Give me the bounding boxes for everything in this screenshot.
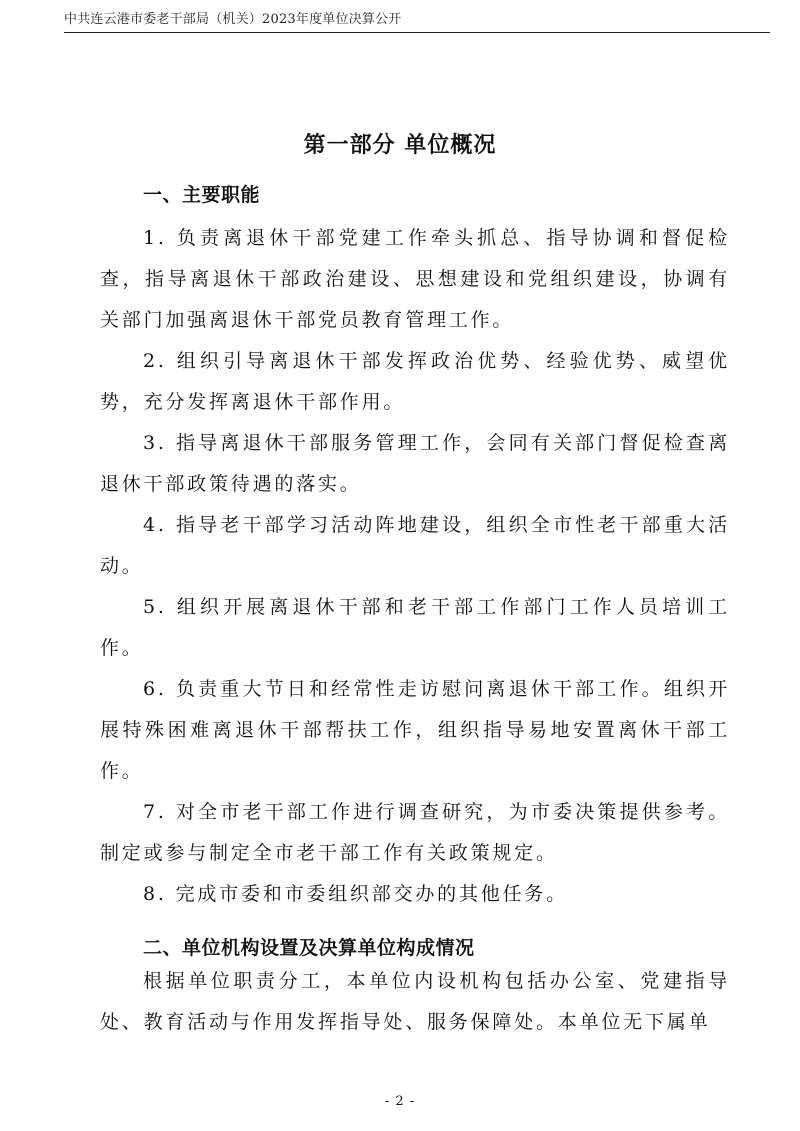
paragraph: 根据单位职责分工，本单位内设机构包括办公室、党建指导处、教育活动与作用发挥指导处、服务保障处。本单位无下属单 xyxy=(100,970,730,1033)
page-title: 第一部分 单位概况 xyxy=(303,133,497,158)
paragraph: 8. 完成市委和市委组织部交办的其他任务。 xyxy=(143,883,568,905)
section-heading: 二、单位机构设置及决算单位构成情况 xyxy=(143,937,475,959)
header-rule xyxy=(64,32,770,33)
paragraph: 7. 对全市老干部工作进行调查研究，为市委决策提供参考。制定或参与制定全市老干部工作有关政策规定。 xyxy=(100,801,730,864)
paragraph: 4. 指导老干部学习活动阵地建设，组织全市性老干部重大活动。 xyxy=(100,514,730,577)
paragraph: 5. 组织开展离退休干部和老干部工作部门工作人员培训工作。 xyxy=(100,596,730,659)
paragraph: 2. 组织引导离退休干部发挥政治优势、经验优势、威望优势，充分发挥离退休干部作用。 xyxy=(100,350,730,413)
section-heading: 一、主要职能 xyxy=(143,184,261,206)
running-header: 中共连云港市委老干部局（机关）2023年度单位决算公开 xyxy=(64,12,402,27)
page-number: - 2 - xyxy=(384,1094,416,1109)
paragraph: 3. 指导离退休干部服务管理工作，会同有关部门督促检查离退休干部政策待遇的落实。 xyxy=(100,432,730,495)
paragraph: 1. 负责离退休干部党建工作牵头抓总、指导协调和督促检查，指导离退休干部政治建设、思想建设和党组织建设，协调有关部门加强离退休干部党员教育管理工作。 xyxy=(100,227,730,331)
paragraph: 6. 负责重大节日和经常性走访慰问离退休干部工作。组织开展特殊困难离退休干部帮扶工作，组织指导易地安置离休干部工作。 xyxy=(100,678,730,782)
